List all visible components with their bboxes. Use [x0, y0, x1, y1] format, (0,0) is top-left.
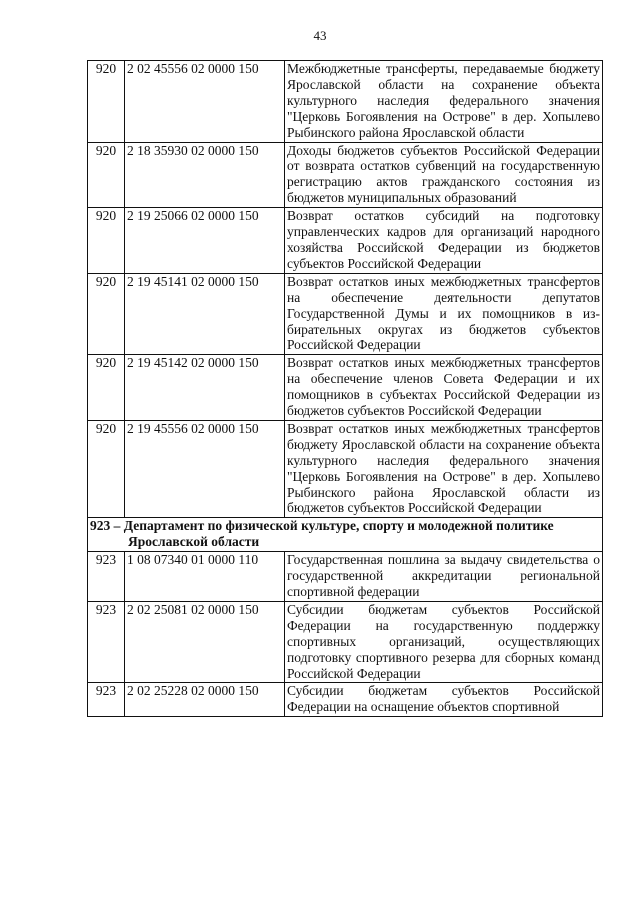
revenue-code-cell: 1 08 07340 01 0000 110 [125, 552, 285, 602]
revenue-name-cell: Субсидии бюджетам субъектов Российской Федерации на оснащение объектов спортивной [285, 683, 603, 717]
revenue-name-cell: Возврат остатков иных межбюджетных трансфертов бюджету Ярославской области на сохранение объекта культурного наследия федерального значения "Церковь Богоявления на Острове" в дер. Хопылево Рыбинского района Ярославской области из бюджетов субъектов Российской Федерации [285, 420, 603, 517]
admin-code-cell: 923 [88, 552, 125, 602]
admin-code-cell: 920 [88, 142, 125, 208]
table-row [88, 683, 603, 717]
section-title: 923 – Департамент по физической культуре, спорту и молодежной политике [90, 518, 554, 534]
revenue-code-cell: 2 18 35930 02 0000 150 [125, 142, 285, 208]
revenue-code-cell: 2 19 45141 02 0000 150 [125, 273, 285, 355]
revenue-name-cell: Межбюджетные трансферты, передаваемые бюджету Ярославской области на сохранение объекта культурного наследия федерального значения "Церковь Богоявления на Острове" в дер. Хопылево Рыбинского района Ярославской области [285, 61, 603, 143]
admin-code-cell: 920 [88, 273, 125, 355]
admin-code-cell: 923 [88, 601, 125, 683]
table-row [88, 61, 603, 143]
table-row [88, 142, 603, 208]
revenue-codes-table [87, 60, 603, 717]
section-header-row [88, 518, 603, 552]
table-row [88, 420, 603, 517]
page-number: 43 [313, 28, 327, 43]
revenue-code-cell: 2 02 25081 02 0000 150 [125, 601, 285, 683]
revenue-name-cell: Возврат остатков иных межбюджетных трансфертов на обеспечение членов Совета Федерации и их помощников в субъектах Российской Федерации из бюджетов субъектов Российской Федерации [285, 355, 603, 421]
admin-code-cell: 920 [88, 208, 125, 274]
admin-code-cell: 920 [88, 420, 125, 517]
section-header [88, 518, 603, 552]
table-row [88, 355, 603, 421]
table-row [88, 601, 603, 683]
revenue-code-cell: 2 02 45556 02 0000 150 [125, 61, 285, 143]
admin-code-cell: 920 [88, 355, 125, 421]
revenue-code-cell: 2 19 45556 02 0000 150 [125, 420, 285, 517]
table-row [88, 273, 603, 355]
revenue-name-cell: Субсидии бюджетам субъектов Российской Федерации на государственную поддержку спортивных организаций, осуществляющих подготовку спортивного резерва для сборных команд Российской Федерации [285, 601, 603, 683]
admin-code-cell: 923 [88, 683, 125, 717]
revenue-name-cell: Возврат остатков иных межбюджетных трансфертов на обеспечение деятельности депутатов Государственной Думы и их помощников в избирательных округах из бюджетов субъектов Российской Федерации [285, 273, 603, 355]
revenue-code-cell: 2 19 25066 02 0000 150 [125, 208, 285, 274]
revenue-code-cell: 2 02 25228 02 0000 150 [125, 683, 285, 717]
revenue-code-cell: 2 19 45142 02 0000 150 [125, 355, 285, 421]
admin-code-cell: 920 [88, 61, 125, 143]
revenue-name-cell: Доходы бюджетов субъектов Российской Федерации от возврата остатков субвенций на государственную регистрацию актов гражданского состояния из бюджетов муниципальных образований [285, 142, 603, 208]
table-row [88, 208, 603, 274]
section-title-continued: Ярославской области [128, 534, 260, 550]
revenue-name-cell: Возврат остатков субсидий на подготовку управленческих кадров для организаций народного хозяйства Российской Федерации из бюджетов субъектов Российской Федерации [285, 208, 603, 274]
table-row [88, 552, 603, 602]
revenue-name-cell: Государственная пошлина за выдачу свидетельства о государственной аккредитации региональной спортивной федерации [285, 552, 603, 602]
